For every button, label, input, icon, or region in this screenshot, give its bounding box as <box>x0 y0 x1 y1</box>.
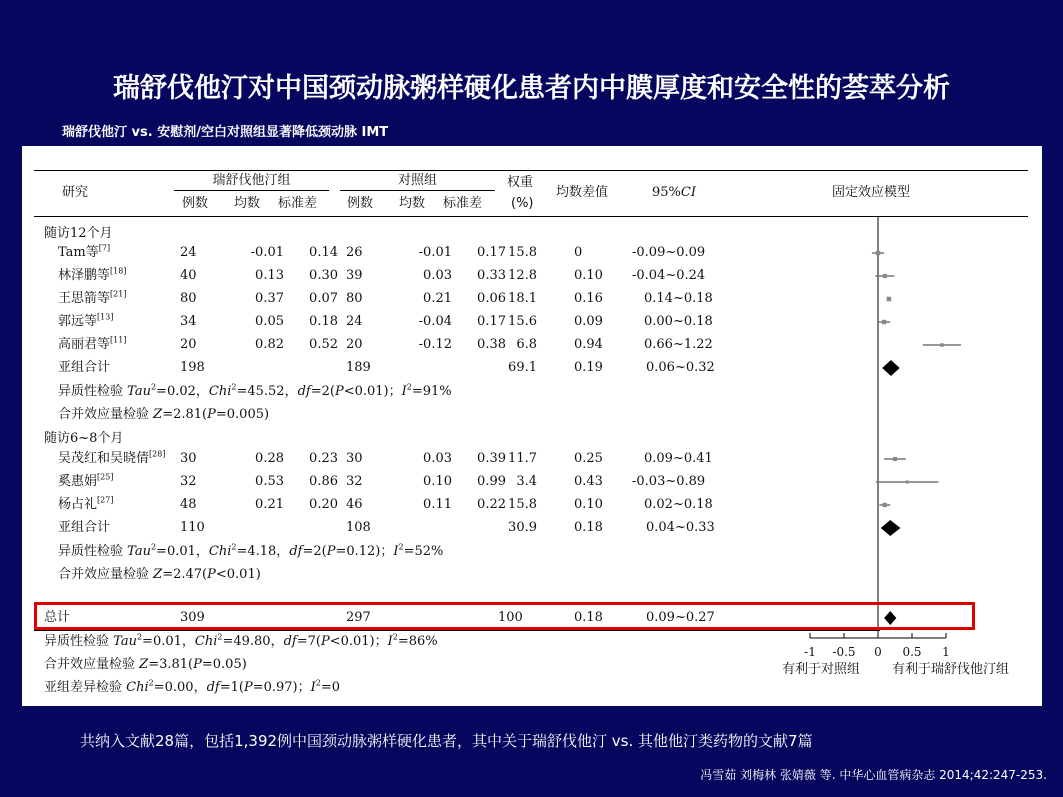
study-md: 0.25 <box>574 451 603 466</box>
study-m1: 0.28 <box>255 451 284 466</box>
total-w: 100 <box>498 610 523 625</box>
study-name: Tam等[7] <box>58 243 111 260</box>
x-tick-label: -0.5 <box>832 645 856 659</box>
study-n1: 32 <box>180 474 197 489</box>
total-highlight-box <box>34 602 975 630</box>
citation: 冯雪茹 刘梅林 张婧薇 等. 中华心血管病杂志 2014;42:247-253. <box>700 768 1047 782</box>
effect-marker <box>887 297 892 302</box>
x-tick-label: 1 <box>942 645 950 659</box>
subgroup-difference-test: 亚组差异检验 Chi$^2$=0.00，df=1(P=0.97)；$I^2=0$ <box>44 678 341 695</box>
study-sd2: 0.17 <box>477 314 506 329</box>
subtotal2-md: 0.18 <box>574 520 603 535</box>
study-w: 6.8 <box>516 337 537 352</box>
subtotal1-n1: 198 <box>180 360 205 375</box>
total-ci: 0.09~0.27 <box>646 610 715 625</box>
section-12m: 随访12个月 <box>44 226 113 241</box>
study-m2: 0.10 <box>423 474 452 489</box>
study-m1: 0.05 <box>255 314 284 329</box>
subtotal1-n2: 189 <box>346 360 371 375</box>
bullet-note: 共纳入文献28篇，包括1,392例中国颈动脉粥样硬化患者，其中关于瑞舒伐他汀 vs. 其他他汀类药物的文献7篇 <box>80 732 813 750</box>
study-sd2: 0.22 <box>477 497 506 512</box>
study-sd2: 0.33 <box>477 268 506 283</box>
study-m1: 0.37 <box>255 291 284 306</box>
col-ci: 95%CI <box>652 185 696 200</box>
study-sd2: 0.99 <box>477 474 506 489</box>
study-sd2: 0.06 <box>477 291 506 306</box>
study-ci: -0.03~0.89 <box>632 474 706 489</box>
total-label: 总计 <box>44 610 71 625</box>
study-m2: -0.04 <box>418 314 452 329</box>
effect-marker <box>883 274 887 278</box>
study-m1: 0.53 <box>255 474 284 489</box>
study-name: 吴茂红和吴晓倩[28] <box>58 449 166 466</box>
col-weight-1: 权重 <box>507 175 534 190</box>
study-name: 杨占礼[27] <box>58 495 114 512</box>
study-m1: 0.13 <box>255 268 284 283</box>
study-md: 0.16 <box>574 291 603 306</box>
study-n2: 30 <box>346 451 363 466</box>
x-label-left: 有利于对照组 <box>782 662 861 677</box>
subtotal1-w: 69.1 <box>508 360 537 375</box>
study-name: 林泽鹏等[18] <box>58 266 127 283</box>
bullet-marker: ● <box>40 733 51 747</box>
study-name: 奚惠娟[25] <box>58 472 114 489</box>
study-n2: 39 <box>346 268 363 283</box>
col-model: 固定效应模型 <box>832 185 911 200</box>
study-sd1: 0.18 <box>309 314 338 329</box>
sub-sd-rosu: 标准差 <box>278 196 318 211</box>
sub-n-ctrl: 例数 <box>347 196 374 211</box>
heterogeneity-test-total: 异质性检验 Tau$^2$=0.01，Chi$^2$=49.80，df=7(P<0.01)；$I^2=86\%$ <box>44 632 438 649</box>
study-w: 15.6 <box>508 314 537 329</box>
study-m2: -0.12 <box>418 337 452 352</box>
study-md: 0.43 <box>574 474 603 489</box>
effect-marker <box>906 480 909 483</box>
study-n1: 20 <box>180 337 197 352</box>
study-w: 3.4 <box>516 474 537 489</box>
study-sd1: 0.14 <box>309 245 338 260</box>
pooled-diamond <box>881 520 901 536</box>
total-n2: 297 <box>346 610 371 625</box>
study-name: 高丽君等[11] <box>58 335 127 352</box>
sub-sd-ctrl: 标准差 <box>443 196 483 211</box>
group-rosu-header: 瑞舒伐他汀组 <box>212 173 291 188</box>
col-study: 研究 <box>62 185 89 200</box>
study-n2: 20 <box>346 337 363 352</box>
subtotal1-ci: 0.06~0.32 <box>646 360 715 375</box>
study-w: 12.8 <box>508 268 537 283</box>
study-m2: 0.03 <box>423 268 452 283</box>
study-w: 11.7 <box>508 451 537 466</box>
overall-effect-test-1: 合并效应量检验 Z=2.81(P=0.005) <box>58 407 270 422</box>
study-n1: 34 <box>180 314 197 329</box>
slide-subtitle: 瑞舒伐他汀 vs. 安慰剂/空白对照组显著降低颈动脉 IMT <box>62 125 389 140</box>
study-n1: 30 <box>180 451 197 466</box>
subtotal2-n2: 108 <box>346 520 371 535</box>
overall-effect-test-total: 合并效应量检验 Z=3.81(P=0.05) <box>44 657 247 672</box>
study-sd1: 0.86 <box>309 474 338 489</box>
heterogeneity-test-1: 异质性检验 Tau$^2$=0.02，Chi$^2$=45.52，df=2(P<0.01)；$I^2=91\%$ <box>58 382 452 399</box>
study-m2: 0.21 <box>423 291 452 306</box>
total-n1: 309 <box>180 610 205 625</box>
heterogeneity-test-2: 异质性检验 Tau$^2$=0.01，Chi$^2$=4.18，df=2(P=0.12)；$I^2=52\%$ <box>58 542 444 559</box>
total-md: 0.18 <box>574 610 603 625</box>
x-label-right: 有利于瑞舒伐他汀组 <box>892 662 1010 677</box>
sub-n-rosu: 例数 <box>182 196 209 211</box>
subtotal2-w: 30.9 <box>508 520 537 535</box>
subtotal2-ci: 0.04~0.33 <box>646 520 715 535</box>
x-tick-label: 0.5 <box>902 645 922 659</box>
study-m1: -0.01 <box>250 245 284 260</box>
study-n2: 80 <box>346 291 363 306</box>
study-sd2: 0.17 <box>477 245 506 260</box>
study-w: 15.8 <box>508 497 537 512</box>
effect-marker <box>893 457 897 461</box>
study-sd1: 0.20 <box>309 497 338 512</box>
effect-marker <box>882 320 886 324</box>
study-sd2: 0.38 <box>477 337 506 352</box>
subtotal1-md: 0.19 <box>574 360 603 375</box>
study-n2: 24 <box>346 314 363 329</box>
study-m2: -0.01 <box>418 245 452 260</box>
study-w: 15.8 <box>508 245 537 260</box>
study-n1: 40 <box>180 268 197 283</box>
group-ctrl-header: 对照组 <box>397 173 437 188</box>
study-ci: 0.02~0.18 <box>644 497 713 512</box>
sub-mean-rosu: 均数 <box>234 196 261 211</box>
study-sd1: 0.07 <box>309 291 338 306</box>
effect-marker <box>940 343 944 347</box>
study-n2: 32 <box>346 474 363 489</box>
study-md: 0.10 <box>574 268 603 283</box>
study-sd1: 0.52 <box>309 337 338 352</box>
study-name: 郭远等[13] <box>58 312 114 329</box>
study-n2: 46 <box>346 497 363 512</box>
study-n2: 26 <box>346 245 363 260</box>
study-ci: 0.09~0.41 <box>644 451 713 466</box>
study-m1: 0.21 <box>255 497 284 512</box>
study-n1: 24 <box>180 245 197 260</box>
x-tick-label: -1 <box>804 645 816 659</box>
col-md: 均数差值 <box>556 185 609 200</box>
effect-marker <box>876 251 880 255</box>
study-name: 王思箭等[21] <box>58 289 127 306</box>
study-md: 0 <box>574 245 583 260</box>
study-n1: 80 <box>180 291 197 306</box>
study-ci: -0.04~0.24 <box>632 268 706 283</box>
study-ci: -0.09~0.09 <box>632 245 706 260</box>
slide-title: 瑞舒伐他汀对中国颈动脉粥样硬化患者内中膜厚度和安全性的荟萃分析 <box>113 73 950 104</box>
section-6-8m: 随访6~8个月 <box>44 431 124 446</box>
study-md: 0.09 <box>574 314 603 329</box>
study-md: 0.94 <box>574 337 603 352</box>
x-tick-label: 0 <box>874 645 882 659</box>
study-ci: 0.66~1.22 <box>644 337 713 352</box>
subtotal2-label: 亚组合计 <box>58 520 111 535</box>
study-n1: 48 <box>180 497 197 512</box>
study-m1: 0.82 <box>255 337 284 352</box>
study-m2: 0.11 <box>423 497 452 512</box>
study-m2: 0.03 <box>423 451 452 466</box>
study-sd1: 0.23 <box>309 451 338 466</box>
effect-marker <box>883 503 887 507</box>
sub-mean-ctrl: 均数 <box>399 196 426 211</box>
col-weight-2: (%) <box>511 196 534 211</box>
study-ci: 0.00~0.18 <box>644 314 713 329</box>
overall-effect-test-2: 合并效应量检验 Z=2.47(P<0.01) <box>58 567 261 582</box>
study-ci: 0.14~0.18 <box>644 291 713 306</box>
subtotal1-label: 亚组合计 <box>58 360 111 375</box>
study-w: 18.1 <box>508 291 537 306</box>
pooled-diamond <box>882 360 900 376</box>
subtotal2-n1: 110 <box>180 520 205 535</box>
study-md: 0.10 <box>574 497 603 512</box>
study-sd1: 0.30 <box>309 268 338 283</box>
study-sd2: 0.39 <box>477 451 506 466</box>
